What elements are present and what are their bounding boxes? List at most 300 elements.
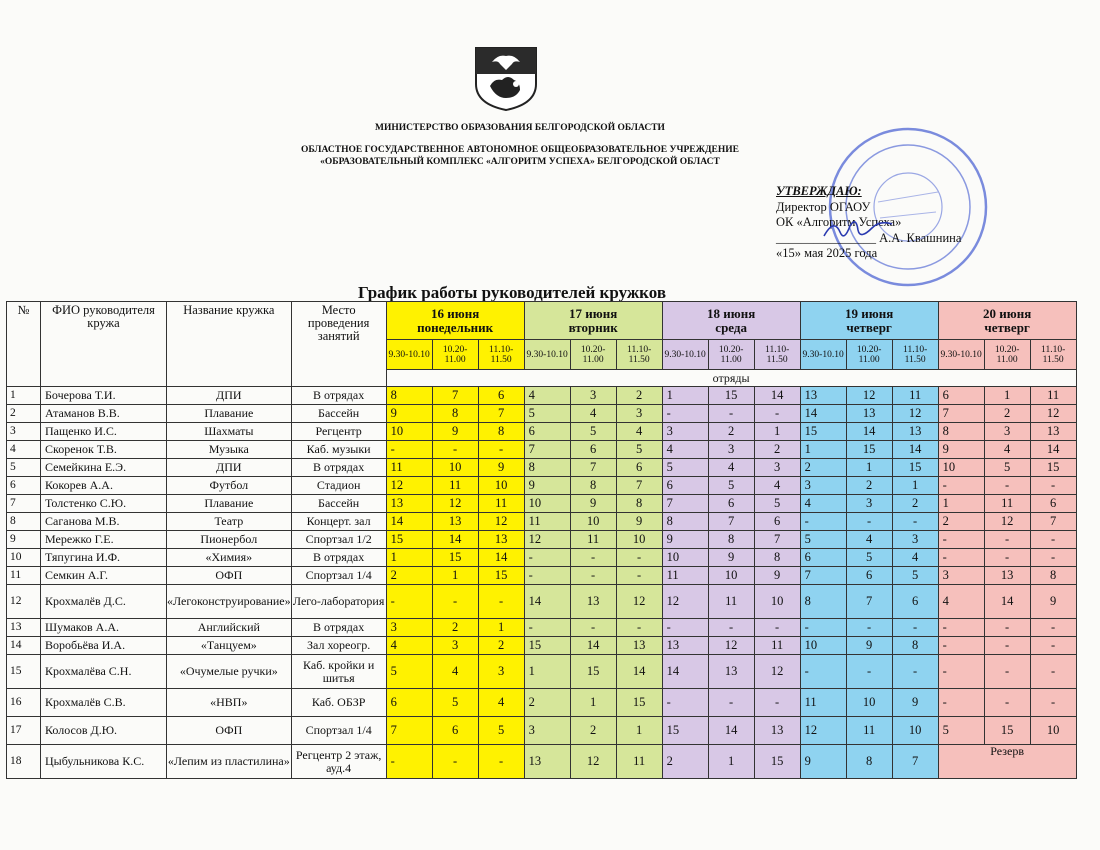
- group-cell: 4: [892, 549, 938, 567]
- class-location: Зал хореогр.: [291, 637, 386, 655]
- time-slot-header: 9.30-10.10: [938, 340, 984, 370]
- group-cell: 10: [432, 459, 478, 477]
- leader-name: Крохмалёва С.Н.: [41, 655, 167, 689]
- group-cell: 1: [800, 441, 846, 459]
- club-name: «Химия»: [167, 549, 292, 567]
- table-row: [7, 567, 1077, 585]
- group-cell: -: [754, 619, 800, 637]
- leader-name: Тяпугина И.Ф.: [41, 549, 167, 567]
- group-cell: 9: [662, 531, 708, 549]
- day-date: 18 июня: [707, 306, 756, 321]
- row-number: 16: [7, 689, 41, 717]
- group-cell: 5: [570, 423, 616, 441]
- group-cell: -: [432, 585, 478, 619]
- group-cell: -: [432, 441, 478, 459]
- group-cell: 4: [800, 495, 846, 513]
- group-cell: 4: [984, 441, 1030, 459]
- group-cell: -: [984, 477, 1030, 495]
- group-cell: 11: [754, 637, 800, 655]
- group-cell: 9: [892, 689, 938, 717]
- group-cell: 7: [662, 495, 708, 513]
- class-location: Регцентр 2 этаж, ауд.4: [291, 745, 386, 779]
- group-cell: -: [984, 619, 1030, 637]
- group-cell: -: [846, 655, 892, 689]
- group-cell: -: [570, 549, 616, 567]
- group-cell: 1: [616, 717, 662, 745]
- group-cell: 14: [800, 405, 846, 423]
- group-cell: 14: [1030, 441, 1076, 459]
- group-cell: 9: [478, 459, 524, 477]
- group-cell: 6: [616, 459, 662, 477]
- day-weekday: четверг: [984, 320, 1030, 335]
- group-cell: 14: [892, 441, 938, 459]
- group-cell: 5: [754, 495, 800, 513]
- group-cell: 5: [524, 405, 570, 423]
- group-cell: 2: [846, 477, 892, 495]
- group-cell: 2: [754, 441, 800, 459]
- group-cell: 5: [800, 531, 846, 549]
- group-cell: 3: [800, 477, 846, 495]
- row-number: 7: [7, 495, 41, 513]
- table-row: [7, 585, 1077, 619]
- group-cell: 12: [616, 585, 662, 619]
- group-cell: 11: [662, 567, 708, 585]
- leader-name: Воробьёва И.А.: [41, 637, 167, 655]
- group-cell: 11: [478, 495, 524, 513]
- approval-organization: ОК «Алгоритм Успеха»: [776, 215, 902, 229]
- group-cell: 11: [524, 513, 570, 531]
- group-cell: 6: [892, 585, 938, 619]
- leader-name: Толстенко С.Ю.: [41, 495, 167, 513]
- group-cell: -: [1030, 477, 1076, 495]
- club-name: «Легоконструирование»: [167, 585, 292, 619]
- group-cell: -: [754, 689, 800, 717]
- row-number: 13: [7, 619, 41, 637]
- group-cell: 10: [524, 495, 570, 513]
- reserve-cell: Резерв: [938, 745, 1076, 779]
- table-row: [7, 459, 1077, 477]
- row-number: 18: [7, 745, 41, 779]
- group-cell: 6: [800, 549, 846, 567]
- group-cell: 10: [708, 567, 754, 585]
- class-location: В отрядах: [291, 387, 386, 405]
- table-row: [7, 477, 1077, 495]
- group-cell: 3: [478, 655, 524, 689]
- club-name: Плавание: [167, 405, 292, 423]
- group-cell: -: [1030, 549, 1076, 567]
- time-slot-header: 11.10-11.50: [616, 340, 662, 370]
- group-cell: 6: [432, 717, 478, 745]
- group-cell: 5: [938, 717, 984, 745]
- class-location: Спортзал 1/2: [291, 531, 386, 549]
- table-row: [7, 405, 1077, 423]
- column-header-place: Место проведения занятий: [291, 302, 386, 387]
- group-cell: 7: [938, 405, 984, 423]
- group-cell: 1: [386, 549, 432, 567]
- group-cell: 3: [616, 405, 662, 423]
- group-cell: 6: [386, 689, 432, 717]
- group-cell: 4: [616, 423, 662, 441]
- coat-of-arms-emblem: [472, 44, 540, 112]
- group-cell: 11: [616, 745, 662, 779]
- group-cell: 8: [662, 513, 708, 531]
- group-cell: 11: [432, 477, 478, 495]
- day-date: 20 июня: [983, 306, 1032, 321]
- club-name: ОФП: [167, 717, 292, 745]
- group-cell: 10: [570, 513, 616, 531]
- group-cell: 3: [754, 459, 800, 477]
- group-cell: 12: [1030, 405, 1076, 423]
- group-cell: 14: [708, 717, 754, 745]
- row-number: 14: [7, 637, 41, 655]
- group-cell: 5: [708, 477, 754, 495]
- class-location: Каб. кройки и шитья: [291, 655, 386, 689]
- group-cell: 3: [386, 619, 432, 637]
- time-slot-header: 9.30-10.10: [800, 340, 846, 370]
- group-cell: 15: [570, 655, 616, 689]
- group-cell: 1: [846, 459, 892, 477]
- group-cell: 2: [984, 405, 1030, 423]
- group-cell: 13: [984, 567, 1030, 585]
- group-cell: 4: [708, 459, 754, 477]
- group-cell: 12: [984, 513, 1030, 531]
- group-cell: 2: [432, 619, 478, 637]
- row-number: 8: [7, 513, 41, 531]
- column-header-fio: ФИО руководителя кружа: [41, 302, 167, 387]
- group-cell: 12: [800, 717, 846, 745]
- day-weekday: понедельник: [417, 320, 494, 335]
- leader-name: Атаманов В.В.: [41, 405, 167, 423]
- group-cell: 13: [662, 637, 708, 655]
- group-cell: 11: [892, 387, 938, 405]
- club-name: Пионербол: [167, 531, 292, 549]
- group-cell: 1: [754, 423, 800, 441]
- table-row: [7, 745, 1077, 779]
- row-number: 1: [7, 387, 41, 405]
- group-cell: 6: [1030, 495, 1076, 513]
- group-cell: 15: [984, 717, 1030, 745]
- group-cell: 9: [1030, 585, 1076, 619]
- group-cell: 15: [524, 637, 570, 655]
- club-name: Музыка: [167, 441, 292, 459]
- group-cell: 8: [892, 637, 938, 655]
- day-weekday: четверг: [846, 320, 892, 335]
- group-cell: 13: [432, 513, 478, 531]
- group-cell: 14: [570, 637, 616, 655]
- group-cell: 3: [570, 387, 616, 405]
- group-cell: 13: [846, 405, 892, 423]
- group-cell: 5: [892, 567, 938, 585]
- group-cell: 1: [708, 745, 754, 779]
- group-cell: 13: [1030, 423, 1076, 441]
- leader-name: Крохмалёв С.В.: [41, 689, 167, 717]
- group-cell: 15: [662, 717, 708, 745]
- group-cell: 3: [662, 423, 708, 441]
- day-header: [938, 302, 1076, 340]
- group-cell: -: [616, 619, 662, 637]
- group-cell: 6: [846, 567, 892, 585]
- group-cell: -: [524, 567, 570, 585]
- handwritten-signature: [820, 216, 900, 246]
- class-location: Стадион: [291, 477, 386, 495]
- group-cell: 8: [938, 423, 984, 441]
- day-header: [662, 302, 800, 340]
- table-row: [7, 619, 1077, 637]
- group-cell: 13: [386, 495, 432, 513]
- groups-label: отряды: [386, 370, 1076, 387]
- row-number: 9: [7, 531, 41, 549]
- group-cell: -: [524, 619, 570, 637]
- group-cell: 9: [386, 405, 432, 423]
- group-cell: 5: [662, 459, 708, 477]
- group-cell: 15: [1030, 459, 1076, 477]
- group-cell: -: [892, 619, 938, 637]
- group-cell: 4: [524, 387, 570, 405]
- class-location: Каб. музыки: [291, 441, 386, 459]
- time-slot-header: 10.20-11.00: [984, 340, 1030, 370]
- group-cell: 2: [938, 513, 984, 531]
- approval-date: «15» мая 2025 года: [776, 246, 878, 260]
- club-name: Театр: [167, 513, 292, 531]
- group-cell: 7: [616, 477, 662, 495]
- group-cell: 14: [386, 513, 432, 531]
- club-name: ДПИ: [167, 459, 292, 477]
- group-cell: 1: [524, 655, 570, 689]
- group-cell: 7: [708, 513, 754, 531]
- group-cell: 15: [846, 441, 892, 459]
- group-cell: 6: [478, 387, 524, 405]
- row-number: 6: [7, 477, 41, 495]
- day-header: [386, 302, 524, 340]
- group-cell: 2: [708, 423, 754, 441]
- leader-name: Цыбульникова К.С.: [41, 745, 167, 779]
- group-cell: -: [892, 513, 938, 531]
- group-cell: 10: [938, 459, 984, 477]
- group-cell: -: [1030, 531, 1076, 549]
- group-cell: 15: [800, 423, 846, 441]
- group-cell: 2: [386, 567, 432, 585]
- leader-name: Семейкина Е.Э.: [41, 459, 167, 477]
- group-cell: 14: [616, 655, 662, 689]
- time-slot-header: 11.10-11.50: [892, 340, 938, 370]
- group-cell: -: [616, 549, 662, 567]
- group-cell: 6: [524, 423, 570, 441]
- group-cell: 7: [800, 567, 846, 585]
- group-cell: 4: [938, 585, 984, 619]
- group-cell: 5: [478, 717, 524, 745]
- group-cell: 11: [800, 689, 846, 717]
- table-row: [7, 637, 1077, 655]
- group-cell: -: [754, 405, 800, 423]
- group-cell: 14: [846, 423, 892, 441]
- group-cell: 3: [708, 441, 754, 459]
- group-cell: -: [938, 531, 984, 549]
- group-cell: -: [938, 549, 984, 567]
- group-cell: 4: [846, 531, 892, 549]
- group-cell: -: [800, 513, 846, 531]
- group-cell: 10: [1030, 717, 1076, 745]
- group-cell: -: [478, 441, 524, 459]
- group-cell: -: [708, 405, 754, 423]
- group-cell: 8: [708, 531, 754, 549]
- group-cell: 12: [478, 513, 524, 531]
- group-cell: 13: [892, 423, 938, 441]
- group-cell: -: [938, 637, 984, 655]
- group-cell: -: [892, 655, 938, 689]
- group-cell: 13: [524, 745, 570, 779]
- group-cell: 8: [386, 387, 432, 405]
- club-name: «Лепим из пластилина»: [167, 745, 292, 779]
- group-cell: 11: [386, 459, 432, 477]
- table-row: [7, 655, 1077, 689]
- group-cell: -: [800, 655, 846, 689]
- group-cell: 10: [846, 689, 892, 717]
- group-cell: -: [570, 619, 616, 637]
- group-cell: 12: [432, 495, 478, 513]
- group-cell: 3: [524, 717, 570, 745]
- class-location: Спортзал 1/4: [291, 567, 386, 585]
- group-cell: 13: [708, 655, 754, 689]
- group-cell: -: [938, 477, 984, 495]
- column-header-number: №: [7, 302, 41, 387]
- group-cell: 13: [570, 585, 616, 619]
- group-cell: 7: [478, 405, 524, 423]
- group-cell: 12: [892, 405, 938, 423]
- group-cell: 7: [846, 585, 892, 619]
- group-cell: -: [386, 441, 432, 459]
- group-cell: 3: [846, 495, 892, 513]
- group-cell: 3: [938, 567, 984, 585]
- group-cell: 9: [708, 549, 754, 567]
- row-number: 2: [7, 405, 41, 423]
- group-cell: 8: [616, 495, 662, 513]
- group-cell: -: [1030, 619, 1076, 637]
- leader-name: Колосов Д.Ю.: [41, 717, 167, 745]
- group-cell: -: [478, 585, 524, 619]
- group-cell: -: [708, 619, 754, 637]
- club-name: «Танцуем»: [167, 637, 292, 655]
- organization-line-2: «ОБРАЗОВАТЕЛЬНЫЙ КОМПЛЕКС «АЛГОРИТМ УСПЕХА» БЕЛГОРОДСКОЙ ОБЛАСТ: [320, 157, 720, 167]
- group-cell: 11: [1030, 387, 1076, 405]
- group-cell: 8: [432, 405, 478, 423]
- group-cell: 6: [938, 387, 984, 405]
- group-cell: 2: [616, 387, 662, 405]
- group-cell: 7: [1030, 513, 1076, 531]
- group-cell: 4: [432, 655, 478, 689]
- group-cell: -: [616, 567, 662, 585]
- group-cell: -: [386, 745, 432, 779]
- group-cell: 1: [478, 619, 524, 637]
- group-cell: -: [662, 689, 708, 717]
- group-cell: 2: [892, 495, 938, 513]
- class-location: В отрядах: [291, 619, 386, 637]
- approval-title: УТВЕРЖДАЮ:: [776, 184, 862, 198]
- group-cell: 15: [754, 745, 800, 779]
- group-cell: 6: [662, 477, 708, 495]
- club-name: ОФП: [167, 567, 292, 585]
- class-location: Спортзал 1/4: [291, 717, 386, 745]
- group-cell: 13: [616, 637, 662, 655]
- row-number: 17: [7, 717, 41, 745]
- group-cell: -: [984, 549, 1030, 567]
- day-date: 16 июня: [431, 306, 480, 321]
- group-cell: 3: [892, 531, 938, 549]
- group-cell: -: [662, 405, 708, 423]
- group-cell: 1: [984, 387, 1030, 405]
- group-cell: 11: [708, 585, 754, 619]
- group-cell: -: [1030, 637, 1076, 655]
- group-cell: 13: [800, 387, 846, 405]
- group-cell: 10: [386, 423, 432, 441]
- group-cell: -: [432, 745, 478, 779]
- time-slot-header: 10.20-11.00: [708, 340, 754, 370]
- group-cell: 14: [984, 585, 1030, 619]
- group-cell: 14: [754, 387, 800, 405]
- time-slot-header: 10.20-11.00: [432, 340, 478, 370]
- time-slot-header: 9.30-10.10: [524, 340, 570, 370]
- group-cell: 14: [432, 531, 478, 549]
- group-cell: 15: [616, 689, 662, 717]
- table-row: [7, 549, 1077, 567]
- group-cell: 1: [570, 689, 616, 717]
- group-cell: 2: [478, 637, 524, 655]
- group-cell: 9: [432, 423, 478, 441]
- group-cell: 8: [478, 423, 524, 441]
- day-weekday: среда: [715, 320, 747, 335]
- day-date: 17 июня: [569, 306, 618, 321]
- class-location: Бассейн: [291, 405, 386, 423]
- group-cell: 4: [754, 477, 800, 495]
- table-row: [7, 441, 1077, 459]
- group-cell: 12: [524, 531, 570, 549]
- group-cell: -: [984, 531, 1030, 549]
- group-cell: 2: [570, 717, 616, 745]
- group-cell: 8: [570, 477, 616, 495]
- group-cell: 5: [846, 549, 892, 567]
- group-cell: 7: [754, 531, 800, 549]
- group-cell: 8: [524, 459, 570, 477]
- group-cell: -: [800, 619, 846, 637]
- group-cell: 8: [846, 745, 892, 779]
- group-cell: 8: [754, 549, 800, 567]
- row-number: 10: [7, 549, 41, 567]
- group-cell: 10: [662, 549, 708, 567]
- leader-name: Бочерова Т.И.: [41, 387, 167, 405]
- group-cell: -: [846, 619, 892, 637]
- group-cell: 8: [1030, 567, 1076, 585]
- row-number: 4: [7, 441, 41, 459]
- group-cell: -: [938, 619, 984, 637]
- group-cell: -: [570, 567, 616, 585]
- leader-name: Шумаков А.А.: [41, 619, 167, 637]
- group-cell: -: [386, 585, 432, 619]
- group-cell: -: [938, 689, 984, 717]
- row-number: 3: [7, 423, 41, 441]
- class-location: Регцентр: [291, 423, 386, 441]
- row-number: 12: [7, 585, 41, 619]
- group-cell: 9: [616, 513, 662, 531]
- time-slot-header: 9.30-10.10: [386, 340, 432, 370]
- group-cell: 15: [478, 567, 524, 585]
- group-cell: 14: [662, 655, 708, 689]
- club-name: ДПИ: [167, 387, 292, 405]
- group-cell: 7: [432, 387, 478, 405]
- group-cell: 10: [892, 717, 938, 745]
- group-cell: -: [984, 637, 1030, 655]
- group-cell: 7: [524, 441, 570, 459]
- table-row: [7, 387, 1077, 405]
- schedule-table: [6, 301, 1077, 779]
